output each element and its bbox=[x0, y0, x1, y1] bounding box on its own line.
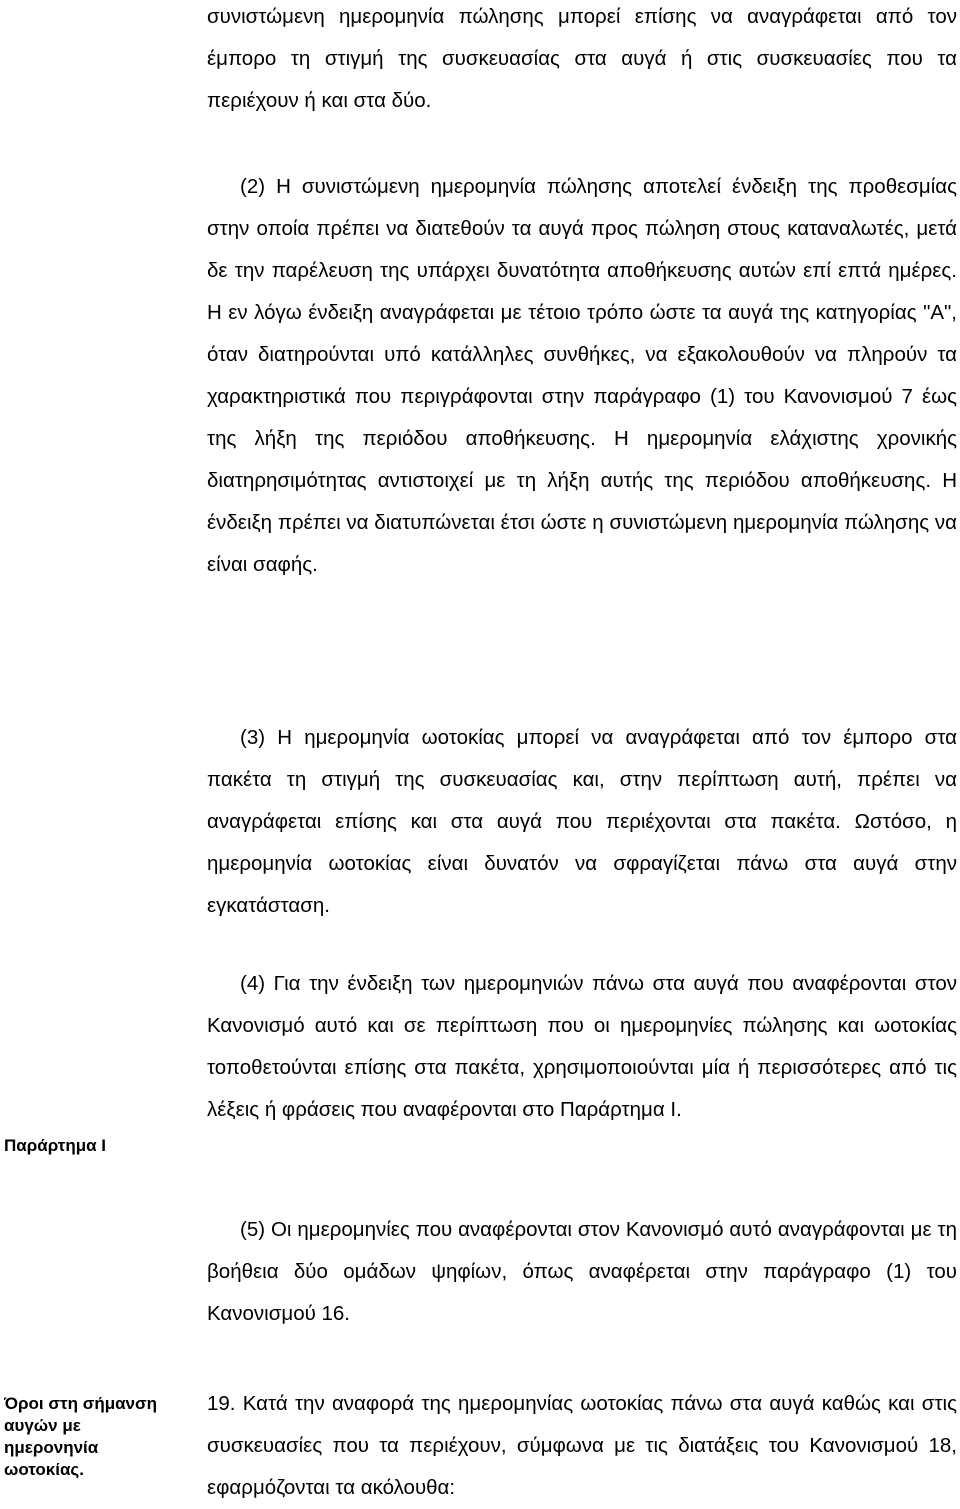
margin-note-laying-date: Όροι στη σήμανση αυγών με ημερονηνία ωοτοκίας. bbox=[4, 1394, 158, 1479]
paragraph-continuation: συνιστώμενη ημερομηνία πώλησης μπορεί επίσης να αναγράφεται από τον έμπορο τη στιγμή της συσκευασίας στα αυγά ή στις συσκευασίες που τα περιέχουν ή και στα δύο. bbox=[207, 5, 957, 112]
paragraph-2: (2) Η συνιστώμενη ημερομηνία πώλησης αποτελεί ένδειξη της προθεσμίας στην οποία πρέπει να διατεθούν τα αυγά προς πώληση στους καταναλωτές, μετά δε την παρέλευση της υπάρχει δυνατότητα αποθήκευσης αυτών επί επτά ημέρες. Η εν λόγω ένδειξη αναγράφεται με τέτοιο τρόπο ώστε τα αυγά της κατηγορίας "Α", όταν διατηρούνται υπό κατάλληλες συνθήκες, να εξακολουθούν να πληρούν τα χαρακτηριστικά που περιγράφονται στην παράγραφο (1) του Κανονισμού 7 έως της λήξη της περιόδου αποθήκευσης. Η ημερομηνία ελάχιστης χρονικής διατηρησιμότητας αντιστοιχεί με τη λήξη αυτής της περιόδου αποθήκευσης. Η ένδειξη πρέπει να διατυπώνεται έτσι ώστε η συνιστώμενη ημερομηνία πώλησης να είναι σαφής. bbox=[207, 175, 957, 576]
paragraph-3: (3) Η ημερομηνία ωοτοκίας μπορεί να αναγράφεται από τον έμπορο στα πακέτα τη στιγμή της συσκευασίας και, στην περίπτωση αυτή, πρέπει να αναγράφεται επίσης και στα αυγά που περιέχονται στα πακέτα. Ωστόσο, η ημερομηνία ωοτοκίας είναι δυνατόν να σφραγίζεται πάνω στα αυγά στην εγκατάσταση. bbox=[207, 726, 957, 917]
paragraph-5: (5) Οι ημερομηνίες που αναφέρονται στον Κανονισμό αυτό αναγράφονται με τη βοήθεια δύο ομάδων ψηφίων, όπως αναφέρεται στην παράγραφο (1) του Κανονισμού 16. bbox=[207, 1218, 957, 1325]
paragraph-4: (4) Για την ένδειξη των ημερομηνιών πάνω στα αυγά που αναφέρονται στον Κανονισμό αυτό και σε περίπτωση που οι ημερομηνίες πώλησης και ωοτοκίας τοποθετούνται επίσης στα πακέτα, χρησιμοποιούνται μία ή περισσότερες από τις λέξεις ή φράσεις που αναφέρονται στο Παράρτημα Ι. bbox=[207, 972, 957, 1121]
margin-note-annex: Παράρτημα Ι bbox=[4, 1136, 107, 1155]
paragraph-19: 19. Κατά την αναφορά της ημερομηνίας ωοτοκίας πάνω στα αυγά καθώς και στις συσκευασίες που τα περιέχουν, σύμφωνα με τις διατάξεις του Κανονισμού 18, εφαρμόζονται τα ακόλουθα: bbox=[207, 1392, 957, 1499]
